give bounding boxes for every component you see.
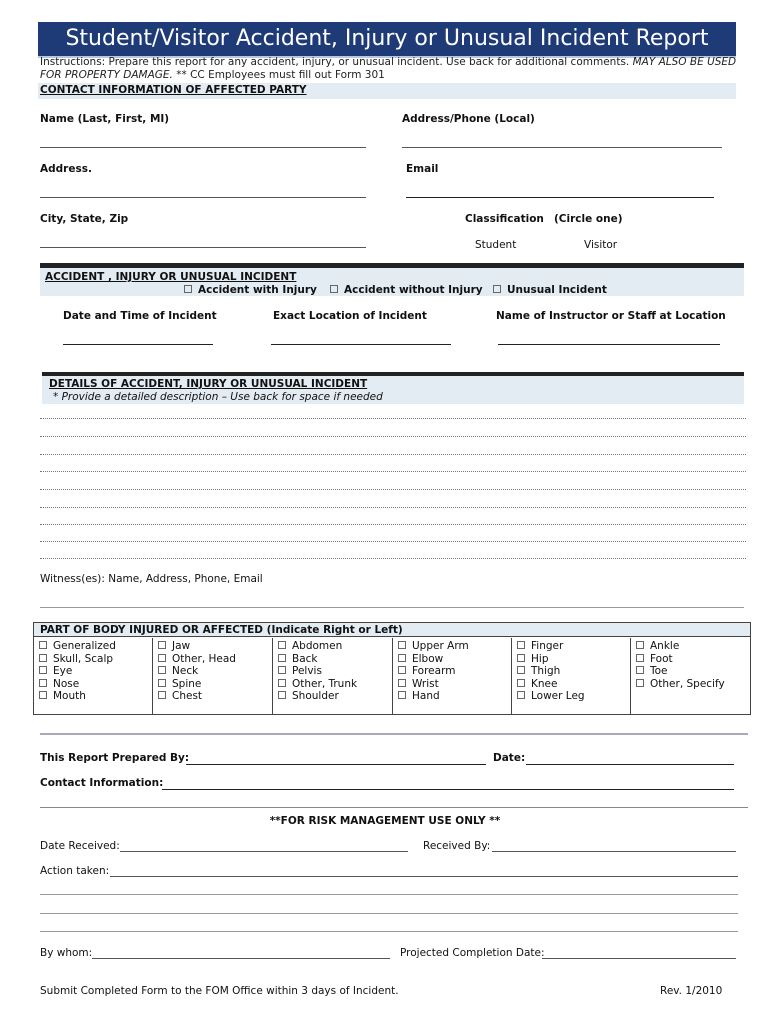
contact-info-label: Contact Information:	[40, 777, 164, 789]
body-part-option[interactable]	[517, 665, 630, 678]
accident-with-injury-label: Accident with Injury	[198, 284, 317, 296]
body-part-label: Foot	[650, 652, 673, 665]
details-line[interactable]	[40, 558, 746, 559]
body-part-label: Other, Trunk	[292, 677, 358, 690]
checkbox-icon[interactable]	[636, 641, 644, 649]
witness-field[interactable]	[40, 607, 744, 608]
date-received-field[interactable]	[120, 851, 408, 852]
instructions-employees: ** CC Employees must fill out Form 301	[176, 69, 385, 81]
incident-date-label: Date and Time of Incident	[63, 310, 217, 322]
checkbox-icon[interactable]	[184, 285, 192, 293]
body-part-label: Neck	[172, 665, 199, 678]
checkbox-icon[interactable]	[398, 679, 406, 687]
footer-submit: Submit Completed Form to the FOM Office within 3 days of Incident.	[40, 985, 399, 997]
unusual-incident-option[interactable]	[493, 284, 607, 296]
body-part-option[interactable]	[158, 690, 272, 703]
accident-without-injury-label: Accident without Injury	[344, 284, 483, 296]
checkbox-icon[interactable]	[158, 691, 166, 699]
body-part-label: Jaw	[172, 640, 191, 652]
body-part-label: Hand	[412, 690, 440, 703]
body-part-option[interactable]	[39, 690, 152, 703]
body-part-column	[273, 638, 393, 714]
body-part-option[interactable]	[636, 678, 750, 691]
checkbox-icon[interactable]	[517, 654, 525, 662]
body-part-column	[153, 638, 273, 714]
body-part-label: Upper Arm	[412, 640, 469, 652]
classification-visitor[interactable]: Visitor	[584, 239, 618, 251]
checkbox-icon[interactable]	[278, 641, 286, 649]
instructions-property-damage: MAY ALSO BE USED FOR PROPERTY DAMAGE.	[40, 56, 737, 81]
page-title: Student/Visitor Accident, Injury or Unusual Incident Report	[38, 22, 736, 58]
body-part-label: Ankle	[650, 640, 680, 652]
checkbox-icon[interactable]	[517, 641, 525, 649]
checkbox-icon[interactable]	[398, 691, 406, 699]
checkbox-icon[interactable]	[636, 654, 644, 662]
body-part-option[interactable]	[636, 665, 750, 678]
footer-revision: Rev. 1/2010	[660, 985, 723, 997]
email-label: Email	[406, 163, 439, 175]
instructor-field[interactable]	[498, 344, 720, 345]
action-taken-field[interactable]	[110, 876, 738, 877]
checkbox-icon[interactable]	[398, 666, 406, 674]
checkbox-icon[interactable]	[278, 654, 286, 662]
body-part-option[interactable]	[278, 653, 392, 666]
incident-date-field[interactable]	[63, 344, 213, 345]
body-part-label: Wrist	[412, 677, 439, 690]
checkbox-icon[interactable]	[39, 666, 47, 674]
address-phone-label: Address/Phone (Local)	[402, 113, 535, 125]
details-line[interactable]	[40, 524, 746, 525]
body-part-option[interactable]	[398, 690, 511, 703]
by-whom-field[interactable]	[92, 958, 390, 959]
checkbox-icon[interactable]	[398, 641, 406, 649]
body-part-label: Elbow	[412, 652, 444, 665]
classification-label: Classification	[465, 213, 544, 225]
checkbox-icon[interactable]	[493, 285, 501, 293]
action-taken-label: Action taken:	[40, 865, 110, 877]
body-part-column	[512, 638, 631, 714]
details-line[interactable]	[40, 436, 746, 437]
body-part-option[interactable]	[517, 690, 630, 703]
checkbox-icon[interactable]	[158, 679, 166, 687]
contact-info-field[interactable]	[162, 789, 734, 790]
name-label: Name (Last, First, MI)	[40, 113, 170, 125]
body-part-header: PART OF BODY INJURED OR AFFECTED (Indicate Right or Left)	[34, 623, 750, 637]
circle-one-label: (Circle one)	[554, 213, 623, 225]
name-field[interactable]	[40, 147, 366, 148]
body-part-label: Knee	[531, 677, 558, 690]
action-taken-line[interactable]	[40, 931, 738, 932]
body-part-label: Nose	[53, 677, 80, 690]
address-phone-field[interactable]	[402, 147, 722, 148]
contact-section-header: CONTACT INFORMATION OF AFFECTED PARTY	[38, 83, 736, 99]
body-part-option[interactable]	[398, 665, 511, 678]
body-part-option[interactable]	[39, 640, 152, 653]
body-part-option[interactable]	[278, 665, 392, 678]
body-part-option[interactable]	[39, 665, 152, 678]
body-part-table	[33, 622, 751, 715]
body-part-option[interactable]	[278, 678, 392, 691]
body-part-label: Lower Leg	[531, 690, 585, 703]
body-part-label: Finger	[531, 640, 564, 652]
city-label: City, State, Zip	[40, 213, 129, 225]
checkbox-icon[interactable]	[158, 654, 166, 662]
body-part-option[interactable]	[636, 653, 750, 666]
checkbox-icon[interactable]	[158, 641, 166, 649]
body-part-label: Mouth	[53, 690, 86, 703]
incident-section-header: ACCIDENT , INJURY OR UNUSUAL INCIDENT	[45, 271, 297, 283]
email-field[interactable]	[406, 197, 714, 198]
body-part-label: Abdomen	[292, 640, 343, 652]
body-part-label: Chest	[172, 690, 203, 703]
body-part-label: Generalized	[53, 640, 116, 652]
prepared-date-field[interactable]	[526, 764, 734, 765]
details-line[interactable]	[40, 489, 746, 490]
details-line[interactable]	[40, 507, 746, 508]
body-part-option[interactable]	[517, 653, 630, 666]
by-whom-label: By whom:	[40, 947, 93, 959]
body-part-label: Thigh	[531, 665, 561, 678]
details-line[interactable]	[40, 471, 746, 472]
body-part-label: Spine	[172, 677, 202, 690]
body-part-label: Other, Specify	[650, 677, 725, 690]
body-part-option[interactable]	[158, 653, 272, 666]
prepared-date-label: Date:	[493, 752, 526, 764]
checkbox-icon[interactable]	[158, 666, 166, 674]
body-part-label: Toe	[650, 665, 668, 678]
checkbox-icon[interactable]	[636, 666, 644, 674]
details-line[interactable]	[40, 418, 746, 419]
received-by-label: Received By:	[423, 840, 491, 852]
body-part-option[interactable]	[158, 640, 272, 653]
classification-student[interactable]: Student	[475, 239, 517, 251]
prepared-by-label: This Report Prepared By:	[40, 752, 190, 764]
incident-location-field[interactable]	[271, 344, 451, 345]
instructor-label: Name of Instructor or Staff at Location	[496, 310, 726, 322]
checkbox-icon[interactable]	[330, 285, 338, 293]
body-part-option[interactable]	[39, 653, 152, 666]
checkbox-icon[interactable]	[39, 654, 47, 662]
received-by-field[interactable]	[492, 851, 736, 852]
checkbox-icon[interactable]	[39, 679, 47, 687]
details-section-header: DETAILS OF ACCIDENT, INJURY OR UNUSUAL INCIDENT	[49, 378, 368, 390]
body-part-label: Hip	[531, 652, 549, 665]
risk-header: **FOR RISK MANAGEMENT USE ONLY **	[269, 815, 501, 827]
body-part-option[interactable]	[278, 640, 392, 653]
checkbox-icon[interactable]	[636, 679, 644, 687]
body-part-option[interactable]	[517, 678, 630, 691]
details-subtitle: * Provide a detailed description – Use back for space if needed	[53, 391, 383, 403]
incident-location-label: Exact Location of Incident	[273, 310, 427, 322]
checkbox-icon[interactable]	[398, 654, 406, 662]
body-part-column	[34, 638, 153, 714]
accident-without-injury-option[interactable]	[330, 284, 483, 296]
body-part-label: Pelvis	[292, 665, 322, 678]
details-line[interactable]	[40, 541, 746, 542]
body-part-option[interactable]	[398, 640, 511, 653]
projected-date-label: Projected Completion Date:	[400, 947, 545, 959]
action-taken-line[interactable]	[40, 894, 738, 895]
instructions	[40, 56, 740, 82]
unusual-incident-label: Unusual Incident	[507, 284, 607, 296]
checkbox-icon[interactable]	[517, 666, 525, 674]
body-part-label: Forearm	[412, 665, 456, 678]
accident-with-injury-option[interactable]	[184, 284, 317, 296]
address-label: Address.	[40, 163, 92, 175]
body-part-option[interactable]	[636, 640, 750, 653]
witness-label: Witness(es): Name, Address, Phone, Email	[40, 573, 263, 585]
checkbox-icon[interactable]	[517, 679, 525, 687]
details-line[interactable]	[40, 454, 746, 455]
body-part-label: Shoulder	[292, 690, 339, 703]
body-part-option[interactable]	[158, 665, 272, 678]
checkbox-icon[interactable]	[39, 641, 47, 649]
city-field[interactable]	[40, 247, 366, 248]
prepared-divider	[40, 733, 748, 735]
risk-divider	[40, 807, 748, 808]
checkbox-icon[interactable]	[39, 691, 47, 699]
body-part-label: Skull, Scalp	[53, 652, 114, 665]
body-part-option[interactable]	[398, 678, 511, 691]
body-part-label: Other, Head	[172, 652, 236, 665]
prepared-by-field[interactable]	[186, 764, 486, 765]
body-part-option[interactable]	[398, 653, 511, 666]
checkbox-icon[interactable]	[278, 691, 286, 699]
body-part-label: Eye	[53, 665, 73, 678]
body-part-option[interactable]	[158, 678, 272, 691]
body-part-option[interactable]	[39, 678, 152, 691]
checkbox-icon[interactable]	[278, 666, 286, 674]
body-part-option[interactable]	[517, 640, 630, 653]
checkbox-icon[interactable]	[517, 691, 525, 699]
body-part-column	[393, 638, 512, 714]
instructions-text: Instructions: Prepare this report for any accident, injury, or unusual incident. Use back for additional comments.	[40, 56, 630, 68]
body-part-column	[631, 638, 750, 714]
address-field[interactable]	[40, 197, 366, 198]
checkbox-icon[interactable]	[278, 679, 286, 687]
body-part-label: Back	[292, 652, 318, 665]
projected-date-field[interactable]	[542, 958, 736, 959]
date-received-label: Date Received:	[40, 840, 120, 852]
body-part-option[interactable]	[278, 690, 392, 703]
action-taken-line[interactable]	[40, 913, 738, 914]
